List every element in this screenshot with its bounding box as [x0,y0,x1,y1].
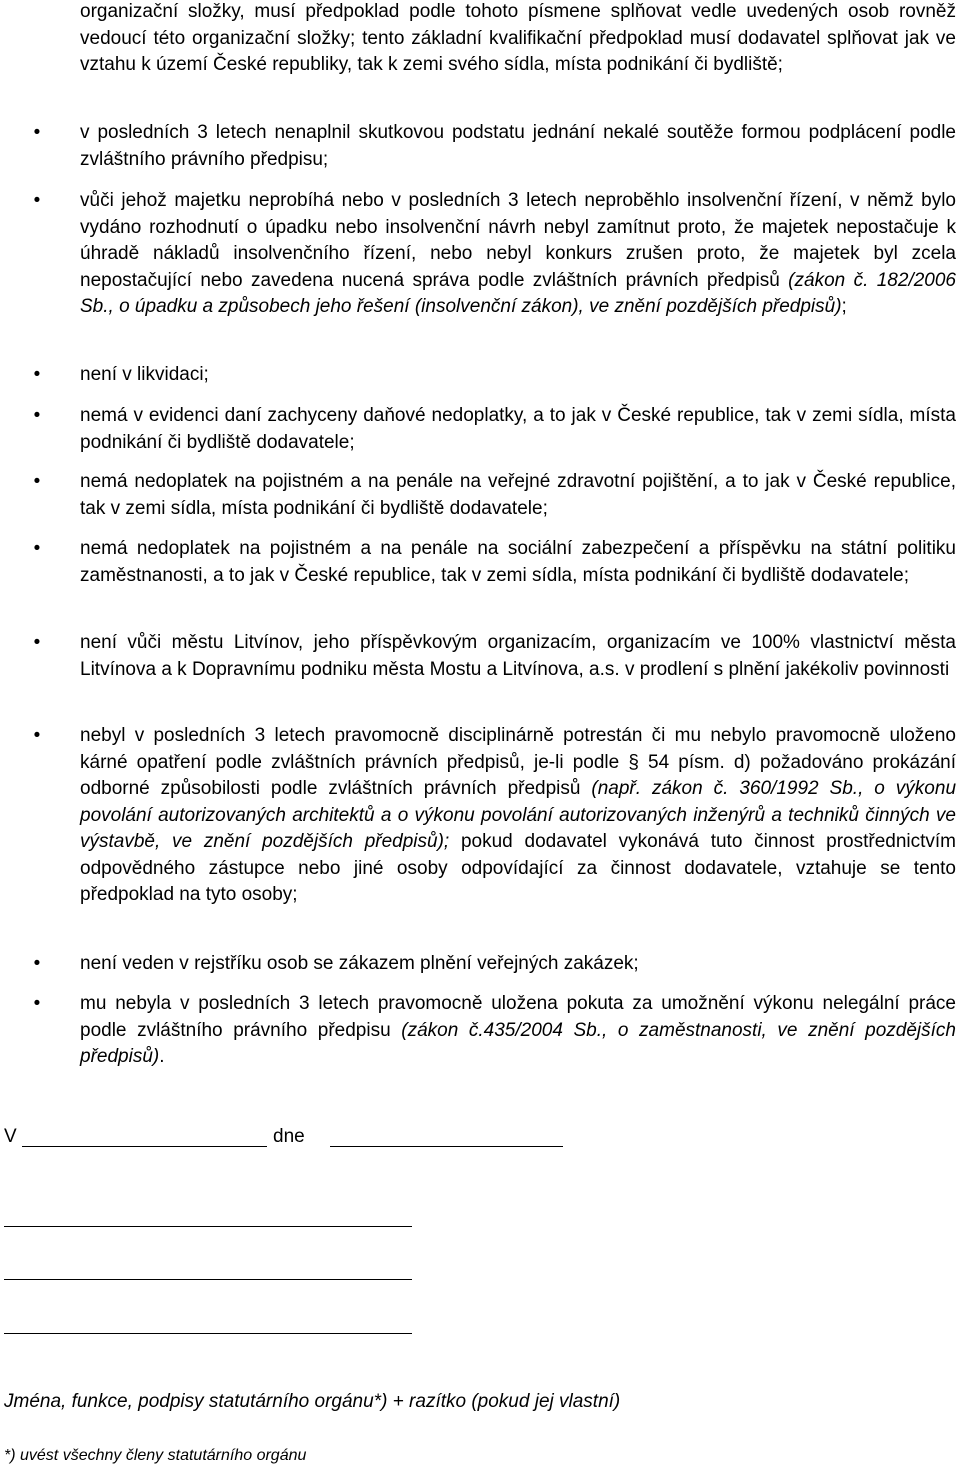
place-date-line [0,1123,960,1153]
signature-line[interactable] [4,1226,412,1227]
bullet-icon: • [33,953,41,974]
list-item-text: nemá nedoplatek na pojistném a na penále na sociální zabezpečení a příspěvku na státní politiku zaměstnanosti, a to jak v České republice, tak v zemi sídla, místa podnikání či bydliště dodavatele; [80,538,956,586]
bullet-icon: • [33,993,41,1014]
list-item [33,536,956,589]
signature-caption: Jména, funkce, podpisy statutárního orgánu*) + razítko (pokud jej vlastní) [4,1391,621,1412]
bullet-icon: • [33,190,41,211]
list-item [33,630,956,683]
list-item [33,951,956,978]
place-label: V [4,1126,17,1147]
signature-line[interactable] [4,1279,412,1280]
date-field[interactable] [330,1146,563,1147]
list-item-text: nemá nedoplatek na pojistném a na penále na veřejné zdravotní pojištění, a to jak v České republice, tak v zemi sídla, místa podnikání či bydliště dodavatele; [80,471,956,519]
date-label: dne [273,1126,305,1147]
list-item-text: mu nebyla v posledních 3 letech pravomocně uložena pokuta za umožnění výkonu nelegální práce podle zvláštního právního předpisu [80,993,956,1041]
list-item [33,469,956,522]
bullet-icon: • [33,122,41,143]
list-item-text: v posledních 3 letech nenaplnil skutkovou podstatu jednání nekalé soutěže formou podplácení podle zvláštního právního předpisu; [80,122,956,170]
list-item-text: nebyl v posledních 3 letech pravomocně disciplinárně potrestán či mu nebylo pravomocně uloženo kárné opatření podle zvláštních právních předpisů, je-li podle § 54 písm. d) požadováno prokázání odborné způsobilosti podle zvláštních právních předpisů [80,725,956,799]
list-item [33,362,956,389]
law-reference-detail: ., o zaměstnanosti, ve znění pozdějších předpisů) [80,1019,956,1067]
intro-paragraph: organizační složky, musí předpoklad podle tohoto písmene splňovat vedle uvedených osob rovněž vedoucí této organizační složky; tento základní kvalifikační předpoklad musí dodavatel splňovat jak ve vztahu k území České republiky, tak k zemi svého sídla, místa podnikání či bydliště; [80,1,956,75]
bullet-icon: • [33,538,41,559]
list-item [33,120,956,173]
list-item-text: není v likvidaci; [80,364,209,385]
list-item-text: není veden v rejstříku osob se zákazem plnění veřejných zakázek; [80,953,639,974]
law-reference-detail: ., o úpadku a způsobech jeho řešení (insolvenční zákon), ve znění pozdějších předpisů) [103,296,842,317]
place-field[interactable] [22,1146,267,1147]
footnote: *) uvést všechny členy statutárního orgánu [4,1447,307,1464]
bullet-icon: • [33,632,41,653]
bullet-icon: • [33,405,41,426]
list-item [33,991,956,1071]
law-reference: (zákon č. 182/2006 Sb [80,269,956,317]
list-item-text: nemá v evidenci daní zachyceny daňové nedoplatky, a to jak v České republice, tak v zemi sídla, místa podnikání či bydliště dodavatele; [80,405,956,453]
bullet-icon: • [33,364,41,385]
signature-line[interactable] [4,1333,412,1334]
list-item [33,188,956,321]
law-reference: (např. zákon č. 360/1992 Sb [591,778,853,799]
list-item-text: není vůči městu Litvínov, jeho příspěvkovým organizacím, organizacím ve 100% vlastnictví města Litvínova a k Dopravnímu podniku města Mostu a Litvínova, a.s. v prodlení s plnění jakékoliv povinnosti [80,632,956,680]
list-item-text: vůči jehož majetku neprobíhá nebo v posledních 3 letech neproběhlo insolvenční řízení, v němž bylo vydáno rozhodnutí o úpadku nebo insolvenční návrh nebyl zamítnut proto, že majetek nepostačuje k úhradě nákladů insolvenčního řízení, nebo nebyl konkurs zrušen proto, že majetek byl zcela nepostačující nebo zavedena nucená správa podle zvláštních právních předpisů [80,190,956,291]
bullet-icon: • [33,725,41,746]
list-item-text-end: pokud dodavatel vykonává tuto činnost prostřednictvím odpovědného zástupce nebo jiné osoby odpovídající za činnost dodavatele, vztahuje se tento předpoklad na tyto osoby; [80,831,957,905]
list-item [33,403,956,456]
list-item-text-end: ; [841,296,847,317]
law-reference-detail: ., o výkonu povolání autorizovaných architektů a o výkonu povolání autorizovaných inženýrů a techniků činných ve výstavbě, ve znění pozdějších předpisů); [80,778,957,852]
law-reference: (zákon č.435/2004 Sb [401,1019,597,1041]
list-item-text-end: . [159,1046,165,1067]
list-item [33,723,957,909]
bullet-icon: • [33,471,41,492]
